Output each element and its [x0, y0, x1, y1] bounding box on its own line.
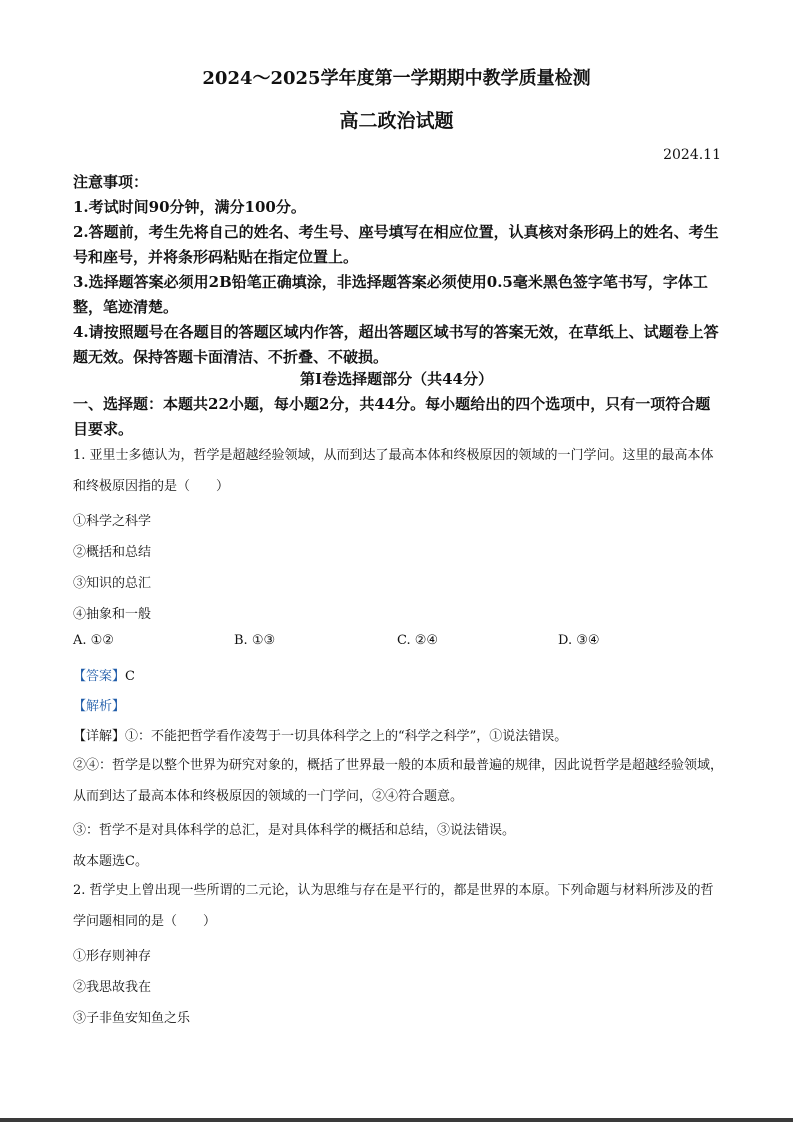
analysis-tag: 【解析】 [73, 699, 126, 714]
question-1-analysis-tag [73, 695, 125, 714]
question-1-option-a: A. ①② [73, 633, 114, 648]
question-1-detail-1 [73, 725, 567, 744]
section-intro: 一、选择题：本题共22小题，每小题2分，共44分。每小题给出的四个选项中，只有一项符合题目要求。 [73, 395, 711, 438]
notice-item-2: 2.答题前，考生先将自己的姓名、考生号、座号填写在相应位置，认真核对条形码上的姓名、考生号和座号，并将条形码粘贴在指定位置上。 [73, 223, 719, 266]
question-1-item-4: ④抽象和一般 [73, 607, 152, 622]
question-1-conclusion: 故本题选C。 [73, 854, 148, 869]
question-1-detail-2: ②④：哲学是以整个世界为研究对象的，概括了世界最一般的本质和最普遍的规律，因此说哲学是超越经验领域，从而到达了最高本体和终极原因的领域的一门学问，②④符合题意。 [73, 758, 724, 804]
notice-item-3: 3.选择题答案必须用2B铅笔正确填涂，非选择题答案必须使用0.5毫米黑色签字笔书写，字体工整，笔迹清楚。 [73, 273, 708, 316]
question-1-detail-3: ③：哲学不是对具体科学的总汇，是对具体科学的概括和总结，③说法错误。 [73, 823, 516, 838]
question-1-option-b: B. ①③ [234, 633, 276, 648]
answer-value: C [125, 669, 135, 684]
notice-title: 注意事项： [73, 173, 149, 191]
exam-title: 2024～2025学年度第一学期期中教学质量检测 [202, 68, 591, 89]
detail-text-1: ①：不能把哲学看作凌驾于一切具体科学之上的“科学之科学”，①说法错误。 [125, 729, 568, 744]
question-2-item-1: ①形存则神存 [73, 949, 152, 964]
question-1-option-c: C. ②④ [397, 633, 439, 648]
notice-item-4: 4.请按照题号在各题目的答题区域内作答，超出答题区域书写的答案无效，在草纸上、试题卷上答题无效。保持答题卡面清洁、不折叠、不破损。 [73, 323, 719, 366]
section-title: 第Ⅰ卷选择题部分（共44分） [300, 370, 493, 388]
question-1-option-d: D. ③④ [558, 633, 600, 648]
question-1-item-2: ②概括和总结 [73, 545, 152, 560]
exam-date: 2024.11 [663, 147, 721, 163]
question-1-answer [73, 665, 135, 684]
exam-subtitle: 高二政治试题 [339, 110, 454, 132]
page-bottom-rule [0, 1118, 793, 1122]
question-2-item-3: ③子非鱼安知鱼之乐 [73, 1011, 191, 1026]
question-1-stem: 1. 亚里士多德认为，哲学是超越经验领域，从而到达了最高本体和终极原因的领域的一门学问。这里的最高本体和终极原因指的是（ ） [73, 448, 714, 494]
notice-item-1: 1.考试时间90分钟，满分100分。 [73, 198, 306, 216]
question-1-item-3: ③知识的总汇 [73, 576, 152, 591]
question-2-item-2: ②我思故我在 [73, 980, 152, 995]
question-1-item-1: ①科学之科学 [73, 514, 152, 529]
question-2-stem: 2. 哲学史上曾出现一些所谓的二元论，认为思维与存在是平行的，都是世界的本原。下列命题与材料所涉及的哲学问题相同的是（ ） [73, 883, 714, 929]
answer-tag: 【答案】 [73, 669, 126, 684]
detail-tag: 【详解】 [73, 729, 126, 744]
